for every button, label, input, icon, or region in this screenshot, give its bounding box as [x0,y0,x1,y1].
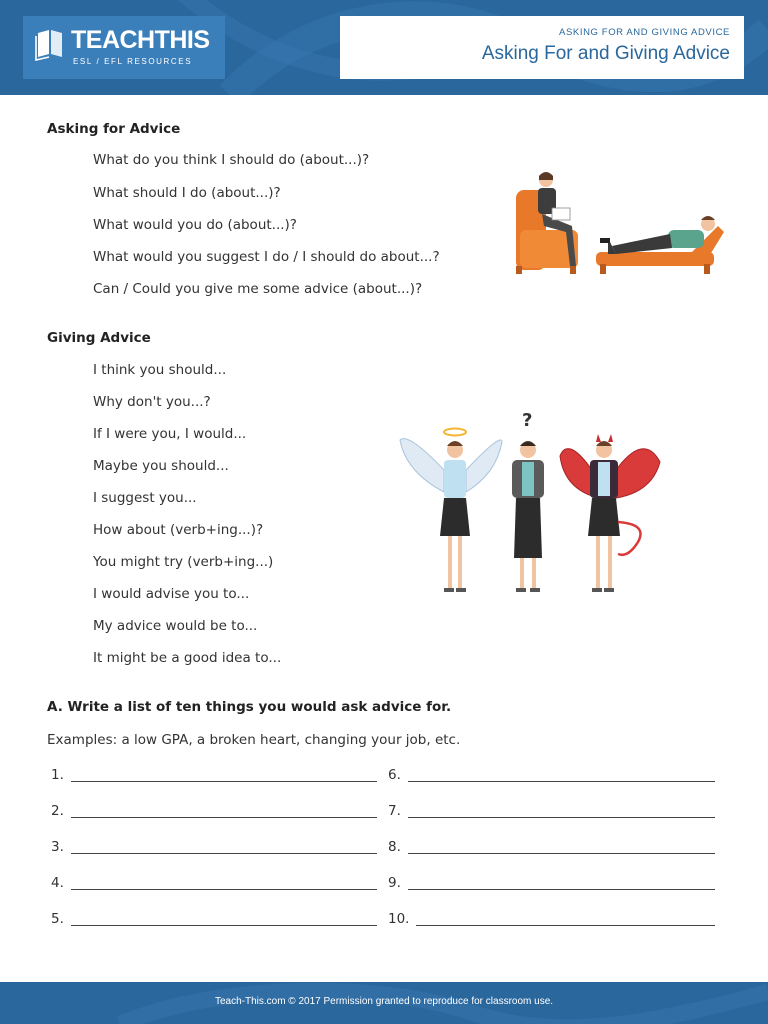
answer-blank[interactable] [71,925,377,926]
giving-phrase: It might be a good idea to... [93,650,282,666]
answer-number: 10. [388,911,410,927]
page-title: Asking For and Giving Advice [481,43,730,64]
answer-number: 7. [388,803,401,819]
page-subtitle: ASKING FOR AND GIVING ADVICE [559,27,730,38]
asking-phrase: Can / Could you give me some advice (about...)? [93,281,423,297]
answer-number: 9. [388,875,401,891]
answer-blank[interactable] [408,781,715,782]
giving-phrase: I would advise you to... [93,586,250,602]
answer-blank[interactable] [71,853,377,854]
answer-number: 3. [51,839,64,855]
giving-phrase: Maybe you should... [93,458,229,474]
giving-phrase: Why don't you...? [93,394,211,410]
answer-blank[interactable] [71,781,377,782]
title-box [340,16,744,79]
answer-blank[interactable] [408,817,715,818]
logo-wordmark: TEACHTHIS [71,26,210,54]
answer-number: 2. [51,803,64,819]
giving-heading: Giving Advice [47,330,151,346]
giving-phrase: My advice would be to... [93,618,258,634]
therapy-session-illustration [512,168,727,278]
answer-blank[interactable] [71,817,377,818]
answer-number: 4. [51,875,64,891]
answer-blank[interactable] [71,889,377,890]
asking-phrase: What would you suggest I do / I should do about...? [93,249,440,265]
answer-number: 5. [51,911,64,927]
angel-devil-illustration [398,412,666,598]
answer-blank[interactable] [416,925,715,926]
giving-phrase: You might try (verb+ing...) [93,554,274,570]
giving-phrase: How about (verb+ing...)? [93,522,264,538]
answer-number: 1. [51,767,64,783]
answer-blank[interactable] [408,853,715,854]
asking-phrase: What should I do (about...)? [93,185,281,201]
giving-phrase: I suggest you... [93,490,197,506]
giving-phrase: If I were you, I would... [93,426,247,442]
copyright-notice: Teach-This.com © 2017 Permission granted to reproduce for classroom use. [214,996,554,1007]
asking-phrase: What do you think I should do (about...)? [93,152,370,168]
asking-heading: Asking for Advice [47,121,181,137]
answer-number: 8. [388,839,401,855]
giving-phrase: I think you should... [93,362,227,378]
answer-number: 6. [388,767,401,783]
page-header [0,0,768,95]
exercise-heading: A. Write a list of ten things you would ask advice for. [47,699,452,715]
teachthis-logo[interactable] [23,16,225,79]
answer-blank[interactable] [408,889,715,890]
svg-text:?: ? [522,412,533,431]
asking-phrase: What would you do (about...)? [93,217,297,233]
exercise-examples: Examples: a low GPA, a broken heart, changing your job, etc. [47,732,461,748]
book-icon [35,27,65,61]
page-footer [0,982,768,1024]
logo-tagline: ESL / EFL RESOURCES [73,57,193,66]
